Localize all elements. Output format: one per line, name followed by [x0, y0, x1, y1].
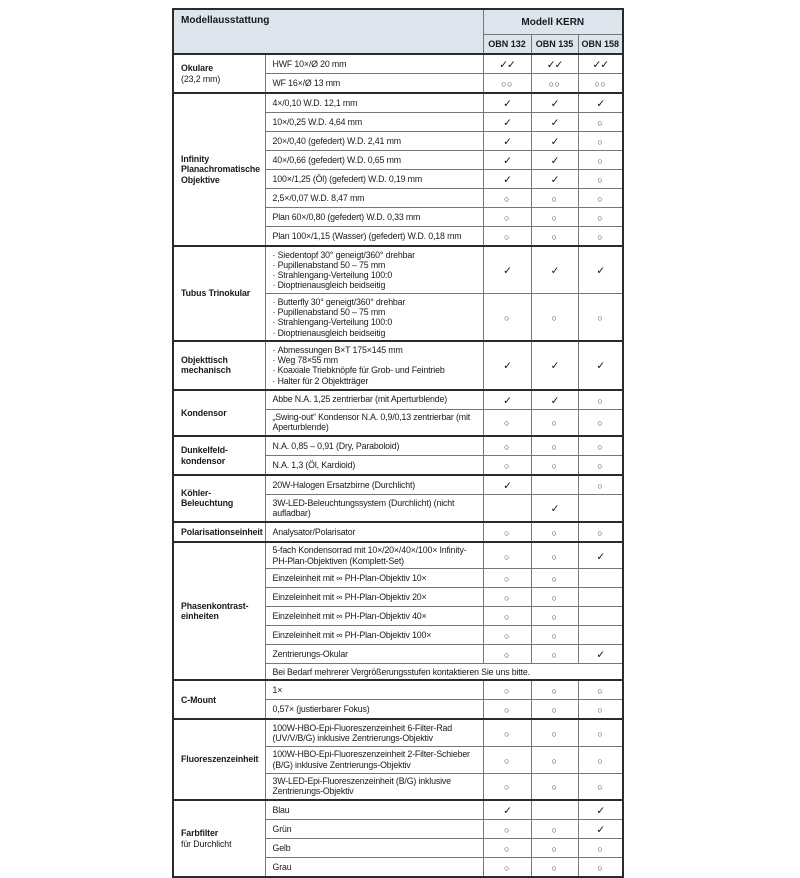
- option-circle-icon: ○: [504, 461, 510, 472]
- feature-cell: 20W-Halogen Ersatzbirne (Durchlicht): [265, 475, 483, 495]
- feature-bullet-line: · Weg 78×55 mm: [273, 355, 480, 365]
- category-label: Kondensor: [181, 407, 227, 418]
- option-circle-icon: ○: [504, 593, 510, 604]
- table-row: [173, 719, 623, 746]
- table-row: [173, 680, 623, 700]
- value-cell: [483, 588, 531, 607]
- value-cell: [531, 746, 578, 773]
- value-cell: [578, 170, 623, 189]
- check-icon: ✓: [550, 502, 559, 515]
- option-circle-icon: ○: [597, 137, 604, 147]
- check-icon: ✓: [596, 265, 605, 278]
- value-cell: [531, 700, 578, 720]
- check-icon: ✓: [550, 265, 559, 278]
- option-circle-icon: ○: [504, 782, 510, 793]
- value-cell: [578, 151, 623, 170]
- value-cell: [483, 680, 531, 700]
- check-icon: ✓: [550, 394, 559, 407]
- feature-cell: [265, 246, 483, 294]
- value-cell: [578, 839, 623, 858]
- table-row: [173, 93, 623, 113]
- feature-bullet-line: · Halter für 2 Objektträger: [273, 376, 480, 386]
- category-label: Fluoreszenzeinheit: [181, 754, 259, 765]
- check-icon: ✓: [550, 117, 559, 129]
- option-circle-icon: ○: [597, 118, 604, 128]
- column-header-obn-158: OBN 158: [578, 35, 623, 55]
- option-circle-icon: ○: [551, 755, 558, 766]
- value-cell: [483, 246, 531, 294]
- option-circle-icon: ○: [597, 194, 604, 204]
- feature-cell: Einzeleinheit mit ∞ PH-Plan-Objektiv 10×: [265, 569, 483, 588]
- value-cell: [531, 475, 578, 495]
- value-cell: [483, 820, 531, 839]
- feature-bullet-line: · Abmessungen B×T 175×145 mm: [273, 345, 480, 355]
- check-icon: ✓: [503, 98, 511, 110]
- value-cell: [531, 227, 578, 247]
- feature-bullet-line: · Koaxiale Triebknöpfe für Grob- und Feintrieb: [273, 365, 480, 375]
- feature-bullet-line: · Pupillenabstand 50 – 75 mm: [273, 260, 480, 270]
- option-circle-icon: ○: [597, 729, 604, 740]
- value-cell: [483, 93, 531, 113]
- feature-cell: Abbe N.A. 1,25 zentrierbar (mit Aperturblende): [265, 390, 483, 410]
- feature-cell: 3W-LED-Epi-Fluoreszenzeinheit (B/G) inklusive Zentrierungs-Objektiv: [265, 773, 483, 800]
- value-cell: [578, 390, 623, 410]
- value-cell: [531, 54, 578, 74]
- feature-cell: [265, 294, 483, 342]
- feature-bullet-line: · Strahlengang-Verteilung 100:0: [273, 317, 480, 327]
- category-phasenkontrast-einheiten: [173, 542, 265, 681]
- option-circle-icon: ○: [551, 729, 558, 740]
- table-row: [173, 800, 623, 820]
- category-dunkelfeld-kondensor: [173, 436, 265, 475]
- option-circle-icon: ○○: [501, 79, 513, 89]
- value-cell: [578, 495, 623, 522]
- category-label: Okulare: [181, 63, 214, 73]
- option-circle-icon: ○: [551, 551, 558, 562]
- value-cell: [483, 54, 531, 74]
- value-cell: [578, 569, 623, 588]
- check-icon: ✓: [550, 98, 559, 110]
- feature-cell: Analysator/Polarisator: [265, 522, 483, 542]
- category-köhler-beleuchtung: [173, 475, 265, 522]
- feature-cell: Einzeleinheit mit ∞ PH-Plan-Objektiv 100×: [265, 626, 483, 645]
- value-cell: [578, 746, 623, 773]
- feature-cell: 100W-HBO-Epi-Fluoreszenzeinheit 2-Filter-Schieber (B/G) inklusive Zentrierungs-Objektiv: [265, 746, 483, 773]
- category-tubus-trinokular: [173, 246, 265, 341]
- feature-cell: 100W-HBO-Epi-Fluoreszenzeinheit 6-Filter-Rad (UV/V/B/G) inklusive Zentrierungs-Objektiv: [265, 719, 483, 746]
- value-cell: [578, 246, 623, 294]
- option-circle-icon: ○: [597, 442, 604, 453]
- value-cell: [483, 409, 531, 436]
- option-circle-icon: ○: [597, 686, 604, 697]
- value-cell: [483, 475, 531, 495]
- option-circle-icon: ○: [504, 232, 510, 242]
- feature-cell: Grün: [265, 820, 483, 839]
- value-cell: [483, 436, 531, 456]
- check-icon: ✓: [550, 360, 559, 373]
- value-cell: [578, 74, 623, 94]
- value-cell: [483, 839, 531, 858]
- category-okulare: [173, 54, 265, 93]
- feature-cell: HWF 10×/Ø 20 mm: [265, 54, 483, 74]
- option-circle-icon: ○: [597, 156, 604, 166]
- spec-table-container: [172, 8, 624, 878]
- value-cell: [578, 208, 623, 227]
- option-circle-icon: ○: [551, 844, 558, 855]
- value-cell: [578, 645, 623, 664]
- value-cell: [483, 132, 531, 151]
- feature-cell: 3W-LED-Beleuchtungssystem (Durchlicht) (nicht aufladbar): [265, 495, 483, 522]
- feature-bullet-line: · Dioptrienausgleich beidseitig: [273, 328, 480, 338]
- option-circle-icon: ○: [504, 705, 510, 716]
- category-kondensor: [173, 390, 265, 437]
- value-cell: [531, 820, 578, 839]
- value-cell: [531, 495, 578, 522]
- category-polarisationseinheit: [173, 522, 265, 542]
- check-icon: ✓: [503, 265, 511, 278]
- option-circle-icon: ○: [597, 313, 604, 324]
- value-cell: [483, 341, 531, 389]
- value-cell: [578, 626, 623, 645]
- feature-bullet-line: · Siedentopf 30° geneigt/360° drehbar: [273, 250, 480, 260]
- check-icon: ✓: [550, 136, 559, 148]
- value-cell: [483, 390, 531, 410]
- option-circle-icon: ○: [597, 527, 604, 538]
- category-label: Dunkelfeld-kondensor: [181, 445, 228, 466]
- check-icon: ✓: [596, 649, 605, 662]
- option-circle-icon: ○: [597, 863, 604, 874]
- value-cell: [578, 522, 623, 542]
- option-circle-icon: ○: [551, 650, 558, 661]
- category-label: Polarisationseinheit: [181, 526, 263, 537]
- value-cell: [531, 607, 578, 626]
- value-cell: [531, 626, 578, 645]
- value-cell: [531, 246, 578, 294]
- value-cell: [578, 132, 623, 151]
- value-cell: [531, 74, 578, 94]
- value-cell: [531, 719, 578, 746]
- option-circle-icon: ○: [551, 194, 558, 204]
- feature-cell: Einzeleinheit mit ∞ PH-Plan-Objektiv 40×: [265, 607, 483, 626]
- option-circle-icon: ○: [551, 232, 558, 242]
- feature-bullet-line: · Butterfly 30° geneigt/360° drehbar: [273, 297, 480, 307]
- value-cell: [531, 436, 578, 456]
- option-circle-icon: ○: [597, 395, 604, 406]
- option-circle-icon: ○: [551, 593, 558, 604]
- category-label: C-Mount: [181, 694, 216, 705]
- check-icon: ✓: [550, 174, 559, 186]
- value-cell: [531, 132, 578, 151]
- check-icon: ✓: [550, 155, 559, 167]
- value-cell: [578, 113, 623, 132]
- option-circle-icon: ○: [551, 705, 558, 716]
- value-cell: [578, 456, 623, 476]
- feature-cell: 5-fach Kondensorrad mit 10×/20×/40×/100× Infinity-PH-Plan-Objektiven (Komplett-Set): [265, 542, 483, 569]
- feature-bullet-line: · Dioptrienausgleich beidseitig: [273, 280, 480, 290]
- value-cell: [578, 700, 623, 720]
- option-circle-icon: ○: [551, 612, 558, 623]
- value-cell: [578, 542, 623, 569]
- value-cell: [531, 858, 578, 878]
- option-circle-icon: ○: [551, 574, 558, 585]
- check-icon: ✓: [503, 805, 511, 818]
- feature-cell: WF 16×/Ø 13 mm: [265, 74, 483, 94]
- model-comparison-table: [172, 8, 624, 878]
- value-cell: [531, 680, 578, 700]
- check-icon: ✓: [503, 174, 511, 186]
- table-row: [173, 246, 623, 294]
- check-icon: ✓: [503, 117, 511, 129]
- option-circle-icon: ○: [551, 782, 558, 793]
- value-cell: [483, 858, 531, 878]
- feature-cell: „Swing-out“ Kondensor N.A. 0,9/0,13 zentrierbar (mit Aperturblende): [265, 409, 483, 436]
- check-icon: ✓: [503, 480, 511, 493]
- feature-cell: Blau: [265, 800, 483, 820]
- feature-cell: 20×/0,40 (gefedert) W.D. 2,41 mm: [265, 132, 483, 151]
- value-cell: [531, 93, 578, 113]
- option-circle-icon: ○: [504, 825, 510, 836]
- option-circle-icon: ○: [551, 313, 558, 324]
- note-row: Bei Bedarf mehrerer Vergrößerungsstufen kontaktieren Sie uns bitte.: [265, 664, 623, 681]
- feature-cell: Gelb: [265, 839, 483, 858]
- value-cell: [531, 645, 578, 664]
- value-cell: [578, 607, 623, 626]
- value-cell: [531, 839, 578, 858]
- value-cell: [483, 700, 531, 720]
- option-circle-icon: ○: [597, 461, 604, 472]
- option-circle-icon: ○: [551, 686, 558, 697]
- option-circle-icon: ○: [504, 650, 510, 661]
- category-label: Tubus Trinokular: [181, 288, 251, 299]
- check-icon: ✓✓: [499, 59, 515, 71]
- option-circle-icon: ○: [597, 782, 604, 793]
- value-cell: [531, 800, 578, 820]
- value-cell: [578, 588, 623, 607]
- value-cell: [531, 294, 578, 342]
- value-cell: [483, 773, 531, 800]
- feature-cell: N.A. 0,85 – 0,91 (Dry, Paraboloid): [265, 436, 483, 456]
- option-circle-icon: ○: [504, 551, 510, 562]
- feature-bullet-line: · Strahlengang-Verteilung 100:0: [273, 270, 480, 280]
- check-icon: ✓: [596, 550, 605, 563]
- value-cell: [483, 113, 531, 132]
- option-circle-icon: ○: [551, 418, 558, 429]
- value-cell: [483, 800, 531, 820]
- value-cell: [578, 820, 623, 839]
- option-circle-icon: ○: [551, 527, 558, 538]
- value-cell: [578, 189, 623, 208]
- value-cell: [483, 645, 531, 664]
- value-cell: [483, 189, 531, 208]
- value-cell: [483, 74, 531, 94]
- table-row: [173, 436, 623, 456]
- value-cell: [531, 208, 578, 227]
- option-circle-icon: ○: [504, 442, 510, 453]
- check-icon: ✓: [503, 136, 511, 148]
- option-circle-icon: ○: [551, 863, 558, 874]
- feature-cell: Einzeleinheit mit ∞ PH-Plan-Objektiv 20×: [265, 588, 483, 607]
- table-row: [173, 542, 623, 569]
- category-label: Phasenkontrast-einheiten: [181, 600, 249, 622]
- table-row: [173, 475, 623, 495]
- check-icon: ✓: [596, 805, 605, 818]
- option-circle-icon: ○: [504, 574, 510, 585]
- value-cell: [578, 719, 623, 746]
- value-cell: [531, 409, 578, 436]
- value-cell: [483, 542, 531, 569]
- check-icon: ✓✓: [592, 59, 609, 71]
- value-cell: [578, 409, 623, 436]
- value-cell: [578, 294, 623, 342]
- option-circle-icon: ○: [551, 442, 558, 453]
- value-cell: [578, 858, 623, 878]
- value-cell: [483, 227, 531, 247]
- option-circle-icon: ○: [504, 729, 510, 740]
- value-cell: [483, 456, 531, 476]
- option-circle-icon: ○: [551, 461, 558, 472]
- value-cell: [578, 773, 623, 800]
- value-cell: [531, 522, 578, 542]
- option-circle-icon: ○: [504, 418, 510, 429]
- check-icon: ✓: [596, 824, 605, 837]
- option-circle-icon: ○○: [548, 79, 561, 89]
- value-cell: [531, 113, 578, 132]
- value-cell: [578, 341, 623, 389]
- option-circle-icon: ○: [551, 213, 558, 223]
- option-circle-icon: ○: [551, 631, 558, 642]
- check-icon: ✓: [503, 394, 511, 407]
- value-cell: [483, 522, 531, 542]
- feature-cell: 0,57× (justierbarer Fokus): [265, 700, 483, 720]
- value-cell: [531, 542, 578, 569]
- value-cell: [578, 800, 623, 820]
- option-circle-icon: ○: [504, 631, 510, 642]
- value-cell: [531, 588, 578, 607]
- category-label: Farbfilter: [181, 828, 219, 839]
- table-row: [173, 54, 623, 74]
- feature-cell: 1×: [265, 680, 483, 700]
- table-header-modellausstattung: Modellausstattung: [173, 9, 483, 54]
- value-cell: [483, 208, 531, 227]
- feature-bullet-line: · Pupillenabstand 50 – 75 mm: [273, 307, 480, 317]
- value-cell: [531, 151, 578, 170]
- option-circle-icon: ○○: [594, 79, 607, 89]
- feature-cell: N.A. 1,3 (Öl, Kardioid): [265, 456, 483, 476]
- feature-cell: 100×/1,25 (Öl) (gefedert) W.D. 0,19 mm: [265, 170, 483, 189]
- category-label: Infinity Planachromatische Objektive: [181, 153, 260, 185]
- value-cell: [531, 189, 578, 208]
- option-circle-icon: ○: [597, 232, 604, 242]
- option-circle-icon: ○: [504, 194, 510, 204]
- value-cell: [483, 746, 531, 773]
- option-circle-icon: ○: [504, 686, 510, 697]
- option-circle-icon: ○: [504, 213, 510, 223]
- category-c-mount: [173, 680, 265, 719]
- table-row: [173, 341, 623, 389]
- feature-cell: [265, 341, 483, 389]
- check-icon: ✓: [596, 360, 605, 373]
- category-farbfilter: [173, 800, 265, 877]
- value-cell: [531, 170, 578, 189]
- option-circle-icon: ○: [504, 527, 510, 538]
- option-circle-icon: ○: [597, 705, 604, 716]
- feature-cell: Grau: [265, 858, 483, 878]
- option-circle-icon: ○: [597, 418, 604, 429]
- value-cell: [531, 569, 578, 588]
- column-header-obn-132: OBN 132: [483, 35, 531, 55]
- column-header-obn-135: OBN 135: [531, 35, 578, 55]
- table-row: [173, 390, 623, 410]
- option-circle-icon: ○: [504, 313, 510, 324]
- value-cell: [483, 626, 531, 645]
- feature-cell: Plan 100×/1,15 (Wasser) (gefedert) W.D. 0,18 mm: [265, 227, 483, 247]
- category-infinity-planachromatische-objektive: [173, 93, 265, 246]
- value-cell: [578, 54, 623, 74]
- feature-cell: 10×/0,25 W.D. 4,64 mm: [265, 113, 483, 132]
- category-objekttisch-mechanisch: [173, 341, 265, 389]
- category-label: Objekttisch mechanisch: [181, 354, 231, 376]
- option-circle-icon: ○: [597, 213, 604, 223]
- value-cell: [578, 93, 623, 113]
- category-label: Köhler-Beleuchtung: [181, 487, 234, 509]
- table-row: [173, 522, 623, 542]
- option-circle-icon: ○: [504, 863, 510, 874]
- value-cell: [483, 170, 531, 189]
- value-cell: [531, 390, 578, 410]
- table-header-modell-kern: Modell KERN: [483, 9, 623, 35]
- value-cell: [483, 294, 531, 342]
- option-circle-icon: ○: [504, 755, 510, 766]
- value-cell: [578, 680, 623, 700]
- category-fluoreszenzeinheit: [173, 719, 265, 800]
- value-cell: [483, 719, 531, 746]
- check-icon: ✓✓: [546, 59, 563, 71]
- value-cell: [578, 475, 623, 495]
- feature-cell: 4×/0,10 W.D. 12,1 mm: [265, 93, 483, 113]
- category-sublabel: für Durchlicht: [181, 838, 232, 849]
- feature-cell: 2,5×/0,07 W.D. 8,47 mm: [265, 189, 483, 208]
- value-cell: [578, 436, 623, 456]
- option-circle-icon: ○: [597, 175, 604, 185]
- category-sublabel: (23,2 mm): [181, 73, 221, 84]
- value-cell: [483, 151, 531, 170]
- feature-cell: Zentrierungs-Okular: [265, 645, 483, 664]
- value-cell: [483, 569, 531, 588]
- option-circle-icon: ○: [597, 844, 604, 855]
- check-icon: ✓: [503, 360, 511, 373]
- feature-cell: 40×/0,66 (gefedert) W.D. 0,65 mm: [265, 151, 483, 170]
- option-circle-icon: ○: [504, 612, 510, 623]
- value-cell: [531, 341, 578, 389]
- feature-cell: Plan 60×/0,80 (gefedert) W.D. 0,33 mm: [265, 208, 483, 227]
- option-circle-icon: ○: [597, 755, 604, 766]
- value-cell: [531, 456, 578, 476]
- value-cell: [483, 607, 531, 626]
- value-cell: [578, 227, 623, 247]
- value-cell: [483, 495, 531, 522]
- option-circle-icon: ○: [597, 481, 604, 492]
- check-icon: ✓: [596, 98, 605, 110]
- option-circle-icon: ○: [551, 825, 558, 836]
- value-cell: [531, 773, 578, 800]
- check-icon: ✓: [503, 155, 511, 167]
- option-circle-icon: ○: [504, 844, 510, 855]
